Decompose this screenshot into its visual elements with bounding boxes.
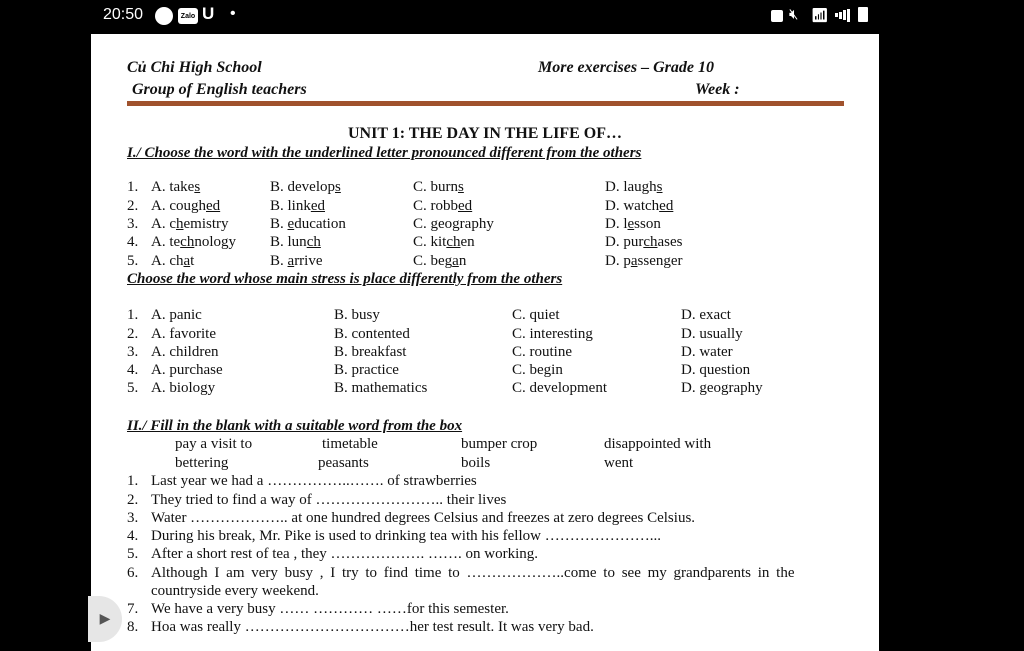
s2-sentence: After a short rest of tea , they ………………. ……. on working.: [151, 546, 539, 562]
s1-option-d: D. purchases: [605, 234, 683, 250]
clock: 20:50: [103, 6, 144, 23]
school-name: Củ Chi High School: [127, 59, 262, 76]
word-box-item: bettering: [175, 455, 229, 471]
s2-sentence: We have a very busy …… ………… ……for this semester.: [151, 601, 509, 617]
notification-dot-icon: •: [230, 5, 236, 22]
week-label: Week :: [695, 81, 740, 98]
s1b-option-a: A. biology: [151, 380, 216, 396]
s1-option-b: B. arrive: [270, 253, 323, 269]
s1-option-b: B. lunch: [270, 234, 321, 250]
s2-num: 3.: [127, 510, 139, 526]
battery-icon: [858, 7, 868, 22]
word-box-item: timetable: [322, 436, 378, 452]
s1-option-b: B. education: [270, 216, 346, 232]
s1-num: 4.: [127, 234, 139, 250]
s1b-option-a: A. children: [151, 344, 219, 360]
s1-option-c: C. burns: [413, 179, 464, 195]
document-page: [91, 34, 879, 651]
s1-option-a: A. chat: [151, 253, 195, 269]
s1b-option-c: C. quiet: [512, 307, 560, 323]
s1-option-b: B. develops: [270, 179, 341, 195]
s2-num: 5.: [127, 546, 139, 562]
teacher-group: Group of English teachers: [132, 81, 307, 98]
s1-option-d: D. passenger: [605, 253, 683, 269]
word-box-item: bumper crop: [461, 436, 538, 452]
s1-option-c: C. began: [413, 253, 467, 269]
s1b-option-c: C. interesting: [512, 326, 593, 342]
s2-num: 8.: [127, 619, 139, 635]
s2-num: 1.: [127, 473, 139, 489]
s2-sentence-cont: countryside every weekend.: [151, 583, 319, 599]
s1b-num: 5.: [127, 380, 139, 396]
s1b-option-a: A. panic: [151, 307, 202, 323]
exercise-title: More exercises – Grade 10: [538, 59, 714, 76]
s1-option-c: C. robbed: [413, 198, 473, 214]
s1b-option-b: B. breakfast: [334, 344, 407, 360]
s1b-option-d: D. water: [681, 344, 733, 360]
lock-icon: [771, 10, 783, 22]
s1b-num: 4.: [127, 362, 139, 378]
header-divider: [127, 101, 844, 106]
s1b-option-d: D. exact: [681, 307, 731, 323]
s1b-num: 2.: [127, 326, 139, 342]
word-box-item: went: [604, 455, 634, 471]
s1-num: 5.: [127, 253, 139, 269]
s1b-num: 1.: [127, 307, 139, 323]
section2-heading: II./ Fill in the blank with a suitable word from the box: [127, 418, 463, 434]
s1-option-c: C. geography: [413, 216, 494, 232]
s1-option-c: C. kitchen: [413, 234, 475, 250]
s1-option-d: D. laughs: [605, 179, 663, 195]
status-bar: [0, 0, 1024, 34]
s1b-option-b: B. practice: [334, 362, 399, 378]
s1b-option-b: B. busy: [334, 307, 380, 323]
u-icon: U: [202, 4, 215, 23]
zalo-icon: Zalo: [178, 8, 198, 24]
word-box-item: boils: [461, 455, 491, 471]
s1b-num: 3.: [127, 344, 139, 360]
s1-option-b: B. linked: [270, 198, 326, 214]
s1b-option-a: A. purchase: [151, 362, 223, 378]
s1-option-d: D. lesson: [605, 216, 661, 232]
s1-option-d: D. watched: [605, 198, 674, 214]
mute-icon: 🔇︎: [789, 5, 799, 23]
section1b-heading: Choose the word whose main stress is place differently from the others: [127, 271, 563, 287]
s2-num: 6.: [127, 565, 139, 581]
s1-num: 3.: [127, 216, 139, 232]
word-box-item: peasants: [318, 455, 369, 471]
s1b-option-d: D. question: [681, 362, 751, 378]
signal-icon: [835, 8, 851, 22]
s2-sentence: Hoa was really ……………………………her test result. It was very bad.: [151, 619, 594, 635]
s2-num: 7.: [127, 601, 139, 617]
s1-num: 2.: [127, 198, 139, 214]
word-box-item: pay a visit to: [175, 436, 253, 452]
s1-option-a: A. technology: [151, 234, 237, 250]
s1b-option-c: C. routine: [512, 344, 572, 360]
play-icon[interactable]: ▶: [88, 596, 122, 642]
s2-sentence: They tried to find a way of …………………….. their lives: [151, 492, 507, 508]
s1-option-a: A. takes: [151, 179, 201, 195]
word-box-item: disappointed with: [604, 436, 712, 452]
s1-num: 1.: [127, 179, 139, 195]
s2-sentence: Although I am very busy , I try to find time to ………………..come to see my grandparents in the: [151, 565, 795, 581]
s1b-option-a: A. favorite: [151, 326, 216, 342]
s1b-option-b: B. mathematics: [334, 380, 428, 396]
s2-sentence: During his break, Mr. Pike is used to drinking tea with his fellow …………………...: [151, 528, 661, 544]
s2-num: 2.: [127, 492, 139, 508]
s1b-option-d: D. usually: [681, 326, 743, 342]
messenger-icon: [155, 7, 173, 25]
section1-heading: I./ Choose the word with the underlined letter pronounced different from the others: [127, 145, 642, 161]
s1b-option-c: C. development: [512, 380, 607, 396]
s1b-option-c: C. begin: [512, 362, 563, 378]
s2-sentence: Last year we had a ……………..……. of strawberries: [151, 473, 477, 489]
s1b-option-d: D. geography: [681, 380, 763, 396]
s1b-option-b: B. contented: [334, 326, 410, 342]
s1-option-a: A. coughed: [151, 198, 221, 214]
wifi-icon: 📶︎: [811, 6, 829, 23]
s2-num: 4.: [127, 528, 139, 544]
s2-sentence: Water ……………….. at one hundred degrees Celsius and freezes at zero degrees Celsius.: [151, 510, 696, 526]
unit-title: UNIT 1: THE DAY IN THE LIFE OF…: [348, 125, 622, 142]
s1-option-a: A. chemistry: [151, 216, 229, 232]
